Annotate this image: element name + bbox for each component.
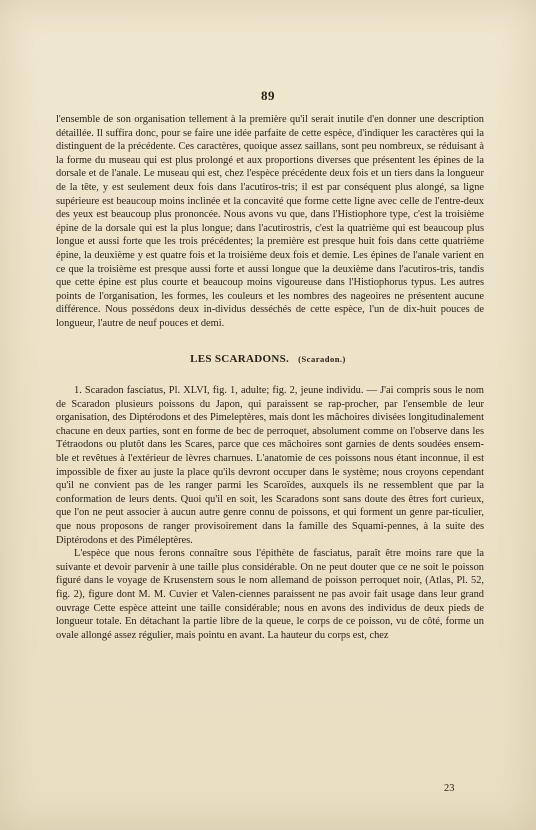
signature-mark: 23	[444, 783, 455, 794]
section-title: LES SCARADONS.	[190, 353, 290, 365]
species-text-block	[56, 384, 484, 642]
intro-paragraph: l'ensemble de son organisation tellement à la première qu'il serait inutile d'en donner une description détaillée. Il suffira donc, pour se faire une idée parfaite de cette espèce, d'indiquer les caractères qui la distinguent de la précédente. Ces caractères, quoique assez saillans, sont peu nombreux, se réduisant à la forme du museau qui est plus prolongé et aux proportions diverses que présentent les épines de la dorsale et de l'anale. Le museau qui est, chez l'espèce précédente deux fois et un tiers dans la longueur de la tête, y est seulement deux fois dans l'acutiros-tris; il est par conséquent plus alongé, sa ligne supérieure est beaucoup moins inclinée et la concavité que forme cette ligne avec celle de l'entre-deux des yeux est beaucoup plus prononcée. Nous avons vu que, dans l'Histiophore type, c'est la troisième épine de la dorsale qui est la plus longue; dans l'acutirostris, c'est la quatrième qui est beaucoup plus longue et aussi forte que les trois précédentes; la première est presque huit fois dans cette quatrième épine, la deuxième y est quatre fois et la troisième deux fois et demie. Les épines de l'anale varient en ce que la troisième est presque aussi forte et aussi longue que la deuxième dans l'acutiros-tris, tandis que cette épine est plus courte et beaucoup moins vigoureuse dans l'Histiophorus typus. Les autres points de l'organisation, les formes, les couleurs et les nombres des nageoires ne présentent aucune différence. Nous possédons deux in-dividus desséchés de cette espèce, l'un de dix-huit pouces de longueur, l'autre de neuf pouces et demi.	[56, 114, 484, 329]
intro-text-block	[56, 113, 484, 331]
species-paragraph: 1. Scaradon fasciatus, Pl. XLVI, fig. 1, adulte; fig. 2, jeune individu. — J'ai compris sous le nom de Scaradon plusieurs poissons du Japon, qui paraissent se rap-procher, par l'ensemble de leur organisation, des Diptérodons et des Pimeleptères, mais dont les mâchoires divisées longitudinalement chacune en deux parties, sont en forme de bec de perroquet, absolument comme on l'observe dans les Tétraodons ou plutôt dans les Scares, parce que ces mâchoires sont garnies de dents soudées ensem-ble et revêtues à l'extérieur de lèvres charnues. L'anatomie de ces poissons nous étant inconnue, il est impossible de fixer au juste la place qu'ils devront occuper dans le système; nous croyons cependant qu'il ne convient pas de les ranger parmi les Scaroïdes, auxquels ils ne ressemblent que par la conformation de leurs dents. Quoi qu'il en soit, les Scaradons sont sans doute des êtres fort curieux, que l'on ne peut associer à aucun autre genre connu de poissons, et qui forment un genre par-ticulier, que nous proposons de ranger provisoirement dans la famille des Squami-pennes, à la suite des Diptérodons et des Piméleptères.	[56, 385, 484, 546]
fasciatus-paragraph: L'espèce que nous ferons connaître sous l'épithète de fasciatus, paraît être moins rare que la suivante et devoir parvenir à une taille plus considérable. On ne peut douter que ce ne soit le poisson figuré dans le voyage de Krusenstern sous le nom allemand de poisson perroquet noir, (Atlas, Pl. 52, fig. 2), figure dont M. M. Cuvier et Valen-ciennes paraissent ne pas avoir fait usage dans leur grand ouvrage Cette espèce atteint une taille considérable; nous en avons des individus de deux pieds de longueur totale. En détachant la partie libre de la queue, le corps de ce poisson, vu de côté, forme un ovale allongé assez régulier, mais pointu en avant. La hauteur du corps est, chez	[56, 548, 484, 641]
section-subtitle: (Scaradon.)	[298, 354, 346, 364]
section-heading	[0, 353, 536, 365]
page-number: 89	[261, 88, 275, 103]
